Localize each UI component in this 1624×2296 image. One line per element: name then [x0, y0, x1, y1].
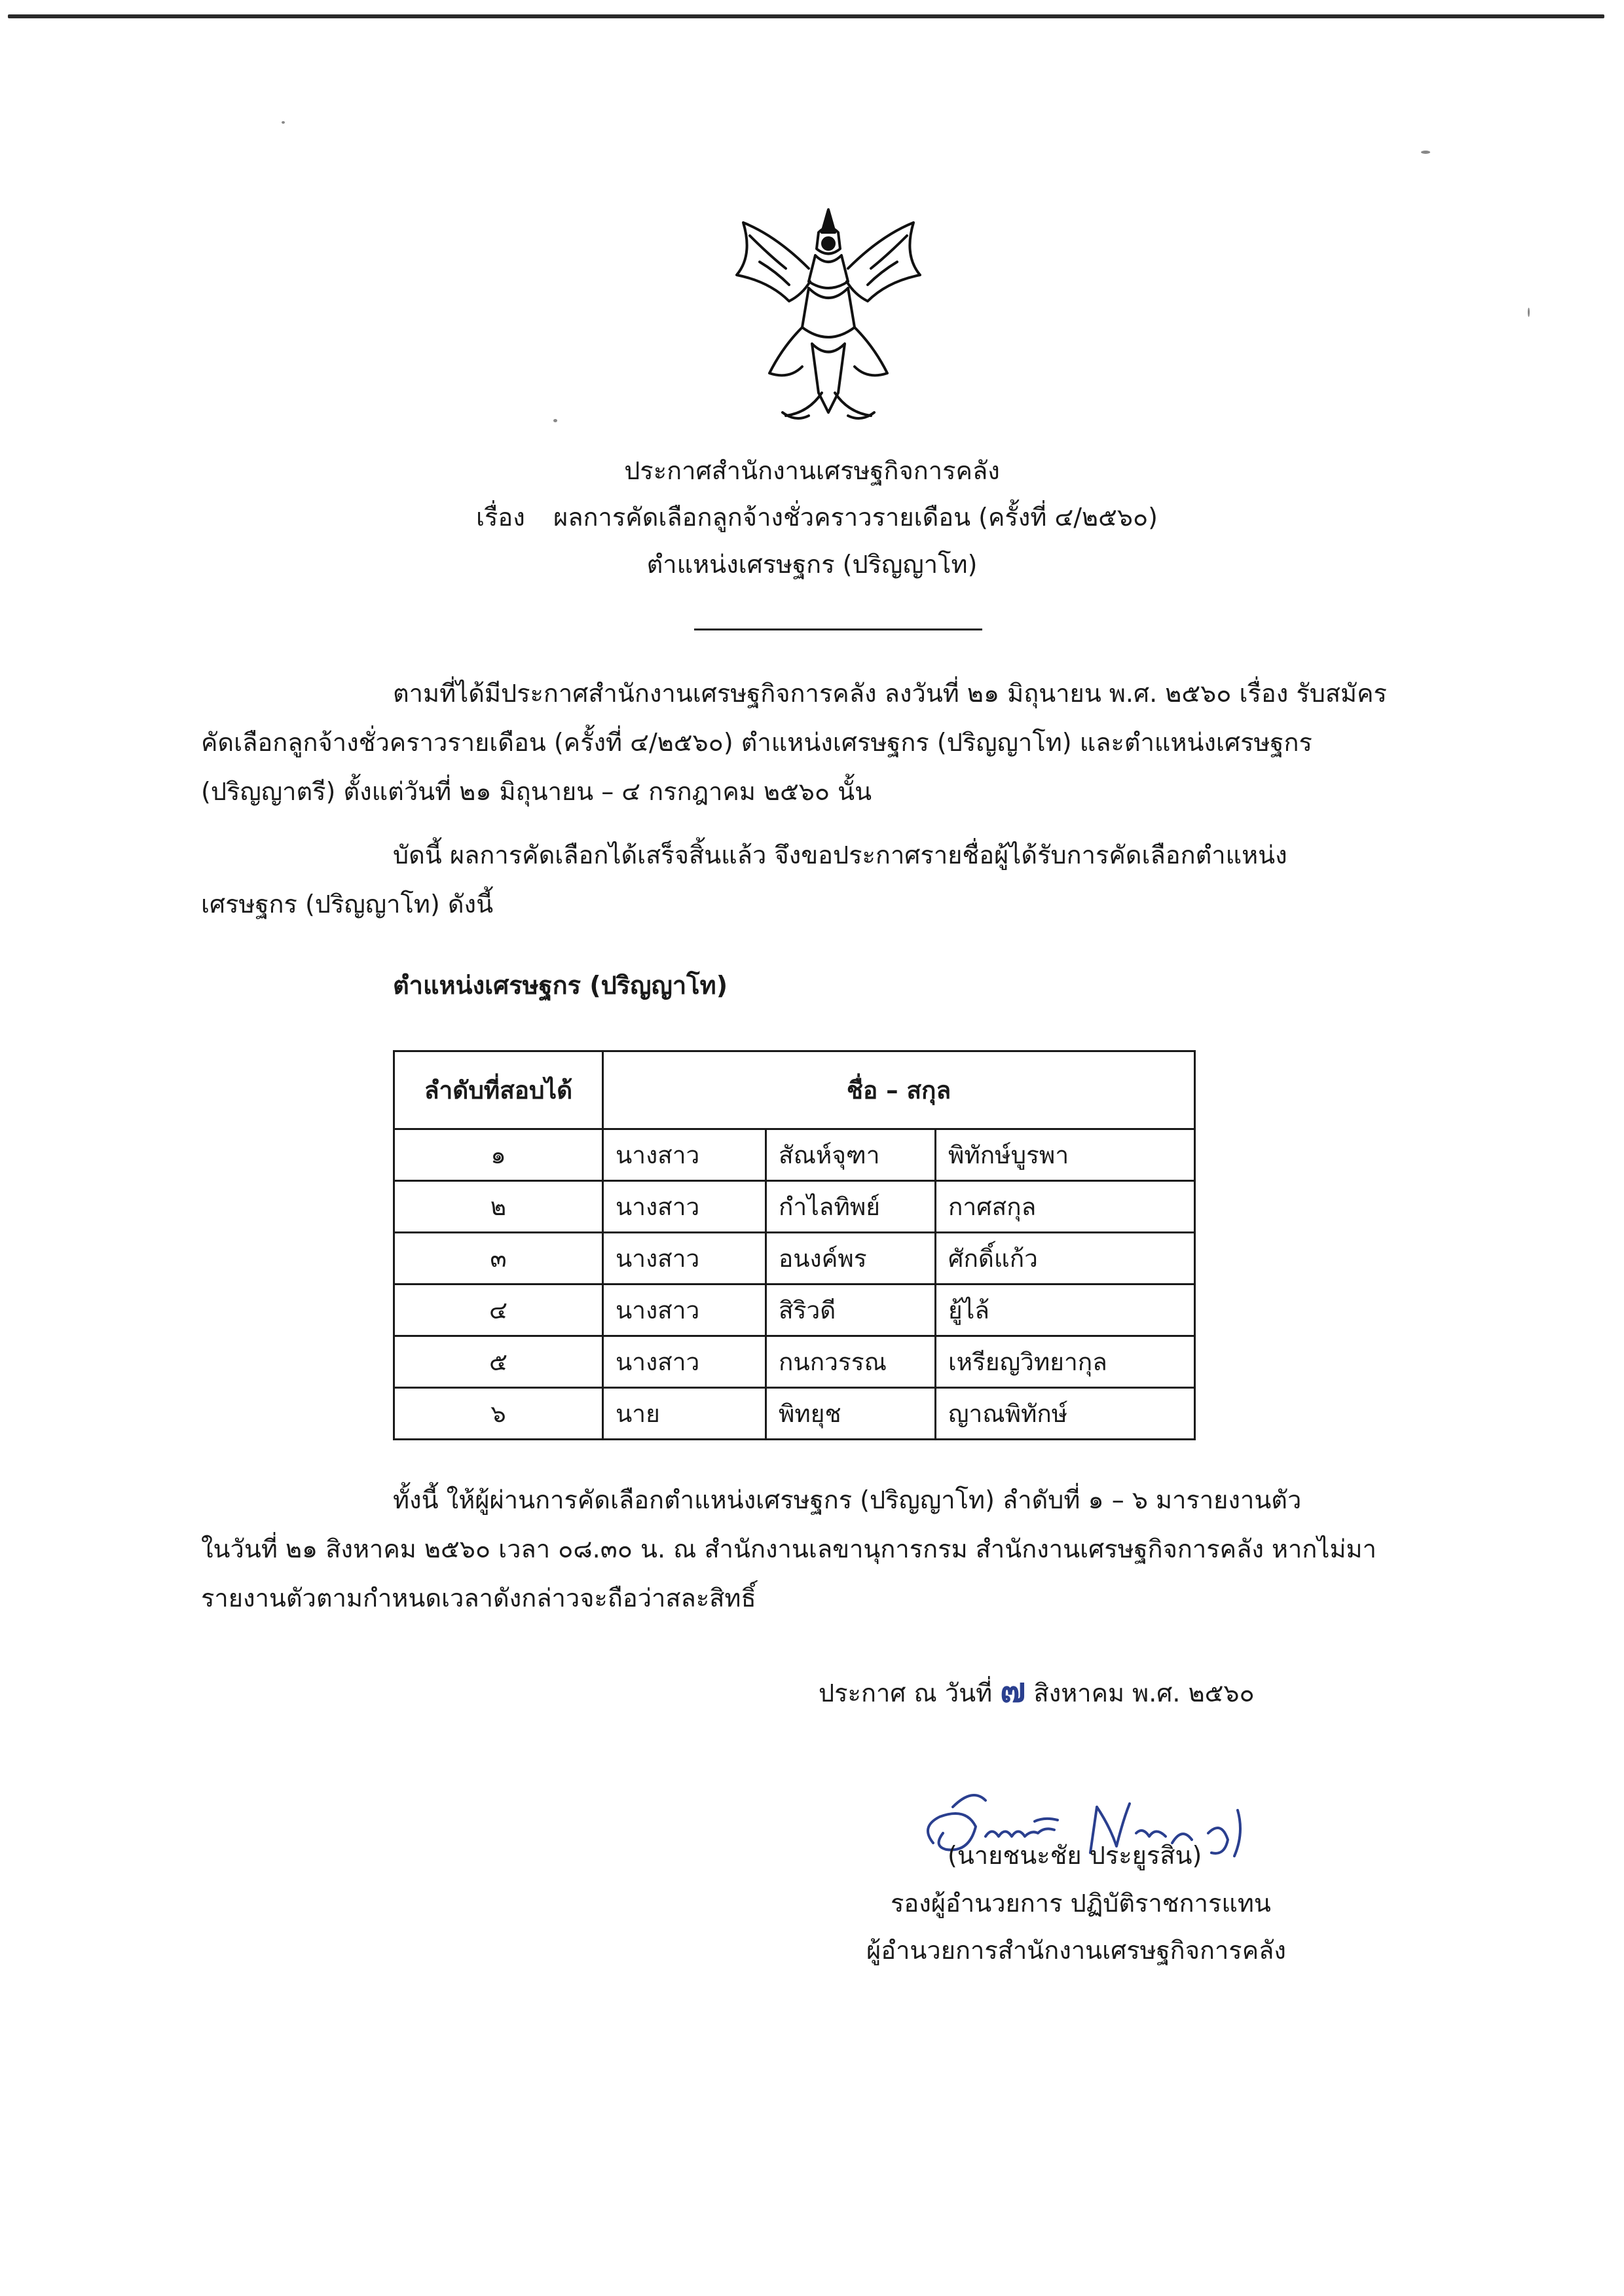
rank-cell: ๔	[394, 1285, 603, 1336]
para1-line2: คัดเลือกลูกจ้างชั่วคราวรายเดือน (ครั้งที่ ๔/๒๕๖๐) ตำแหน่งเศรษฐกร (ปริญญาโท) และตำแหน่งเศรษฐกร	[201, 728, 1312, 757]
first-name-cell: อนงค์พร	[766, 1233, 936, 1285]
rank-cell: ๒	[394, 1181, 603, 1233]
section-heading: ตำแหน่งเศรษฐกร (ปริญญาโท)	[393, 971, 728, 1000]
announce-suffix: สิงหาคม พ.ศ. ๒๕๖๐	[1033, 1679, 1255, 1707]
subject-label: เรื่อง	[476, 503, 525, 532]
scan-speck	[282, 121, 285, 124]
results-table	[393, 1050, 1196, 1440]
table-row	[394, 1233, 1195, 1285]
para1-line3: (ปริญญาตรี) ตั้งแต่วันที่ ๒๑ มิถุนายน – ๔ กรกฎาคม ๒๕๖๐ นั้น	[201, 777, 872, 806]
signatory-role-2: ผู้อำนวยการสำนักงานเศรษฐกิจการคลัง	[866, 1936, 1286, 1965]
title-cell: นางสาว	[603, 1285, 766, 1336]
title-cell: นางสาว	[603, 1129, 766, 1181]
last-name-cell: ศักดิ์แก้ว	[936, 1233, 1195, 1285]
announce-date-line	[819, 1671, 1255, 1710]
announcement-title: ประกาศสำนักงานเศรษฐกิจการคลัง	[624, 456, 1000, 485]
title-cell: นางสาว	[603, 1181, 766, 1233]
table-header-row	[394, 1051, 1195, 1129]
last-name-cell: ยู้ไล้	[936, 1285, 1195, 1336]
scan-speck	[1421, 151, 1430, 154]
signatory-role-1: รองผู้อำนวยการ ปฏิบัติราชการแทน	[891, 1889, 1271, 1918]
col-rank-header: ลำดับที่สอบได้	[394, 1051, 603, 1129]
rank-cell: ๕	[394, 1336, 603, 1388]
table-row	[394, 1336, 1195, 1388]
table-row	[394, 1181, 1195, 1233]
last-name-cell: เหรียญวิทยากุล	[936, 1336, 1195, 1388]
garuda-emblem-icon	[724, 196, 933, 432]
para3-line2: ในวันที่ ๒๑ สิงหาคม ๒๕๖๐ เวลา ๐๘.๓๐ น. ณ สำนักงานเลขานุการกรม สำนักงานเศรษฐกิจการคลัง หากไม่มา	[201, 1535, 1376, 1563]
last-name-cell: กาศสกุล	[936, 1181, 1195, 1233]
table-row	[394, 1388, 1195, 1440]
first-name-cell: สิริวดี	[766, 1285, 936, 1336]
table-row	[394, 1285, 1195, 1336]
signatory-name: (นายชนะชัย ประยูรสิน)	[948, 1841, 1202, 1870]
rank-cell: ๓	[394, 1233, 603, 1285]
para3-line1: ทั้งนี้ ให้ผู้ผ่านการคัดเลือกตำแหน่งเศรษฐกร (ปริญญาโท) ลำดับที่ ๑ – ๖ มารายงานตัว	[393, 1485, 1302, 1514]
scan-speck	[553, 419, 557, 422]
para1-line1: ตามที่ได้มีประกาศสำนักงานเศรษฐกิจการคลัง ลงวันที่ ๒๑ มิถุนายน พ.ศ. ๒๕๖๐ เรื่อง รับสมัคร	[393, 679, 1387, 708]
para2-line1: บัดนี้ ผลการคัดเลือกได้เสร็จสิ้นแล้ว จึงขอประกาศรายชื่อผู้ได้รับการคัดเลือกตำแหน่ง	[393, 841, 1287, 869]
rank-cell: ๑	[394, 1129, 603, 1181]
first-name-cell: พิทยุช	[766, 1388, 936, 1440]
first-name-cell: สัณห์จุฑา	[766, 1129, 936, 1181]
scan-speck	[1528, 308, 1530, 317]
position-title: ตำแหน่งเศรษฐกร (ปริญญาโท)	[646, 550, 978, 579]
rank-cell: ๖	[394, 1388, 603, 1440]
para2-line2: เศรษฐกร (ปริญญาโท) ดังนี้	[201, 890, 494, 919]
first-name-cell: กำไลทิพย์	[766, 1181, 936, 1233]
top-border-line	[8, 14, 1604, 18]
table-row	[394, 1129, 1195, 1181]
announce-prefix: ประกาศ ณ วันที่	[819, 1679, 993, 1707]
title-cell: นางสาว	[603, 1233, 766, 1285]
col-name-header: ชื่อ – สกุล	[603, 1051, 1195, 1129]
last-name-cell: พิทักษ์บูรพา	[936, 1129, 1195, 1181]
announce-day: ๗	[1000, 1671, 1026, 1710]
subject-text: ผลการคัดเลือกลูกจ้างชั่วคราวรายเดือน (ครั้งที่ ๔/๒๕๖๐)	[553, 503, 1158, 532]
title-cell: นางสาว	[603, 1336, 766, 1388]
title-cell: นาย	[603, 1388, 766, 1440]
title-separator	[694, 629, 982, 630]
first-name-cell: กนกวรรณ	[766, 1336, 936, 1388]
para3-line3: รายงานตัวตามกำหนดเวลาดังกล่าวจะถือว่าสละสิทธิ์	[201, 1584, 756, 1613]
last-name-cell: ญาณพิทักษ์	[936, 1388, 1195, 1440]
